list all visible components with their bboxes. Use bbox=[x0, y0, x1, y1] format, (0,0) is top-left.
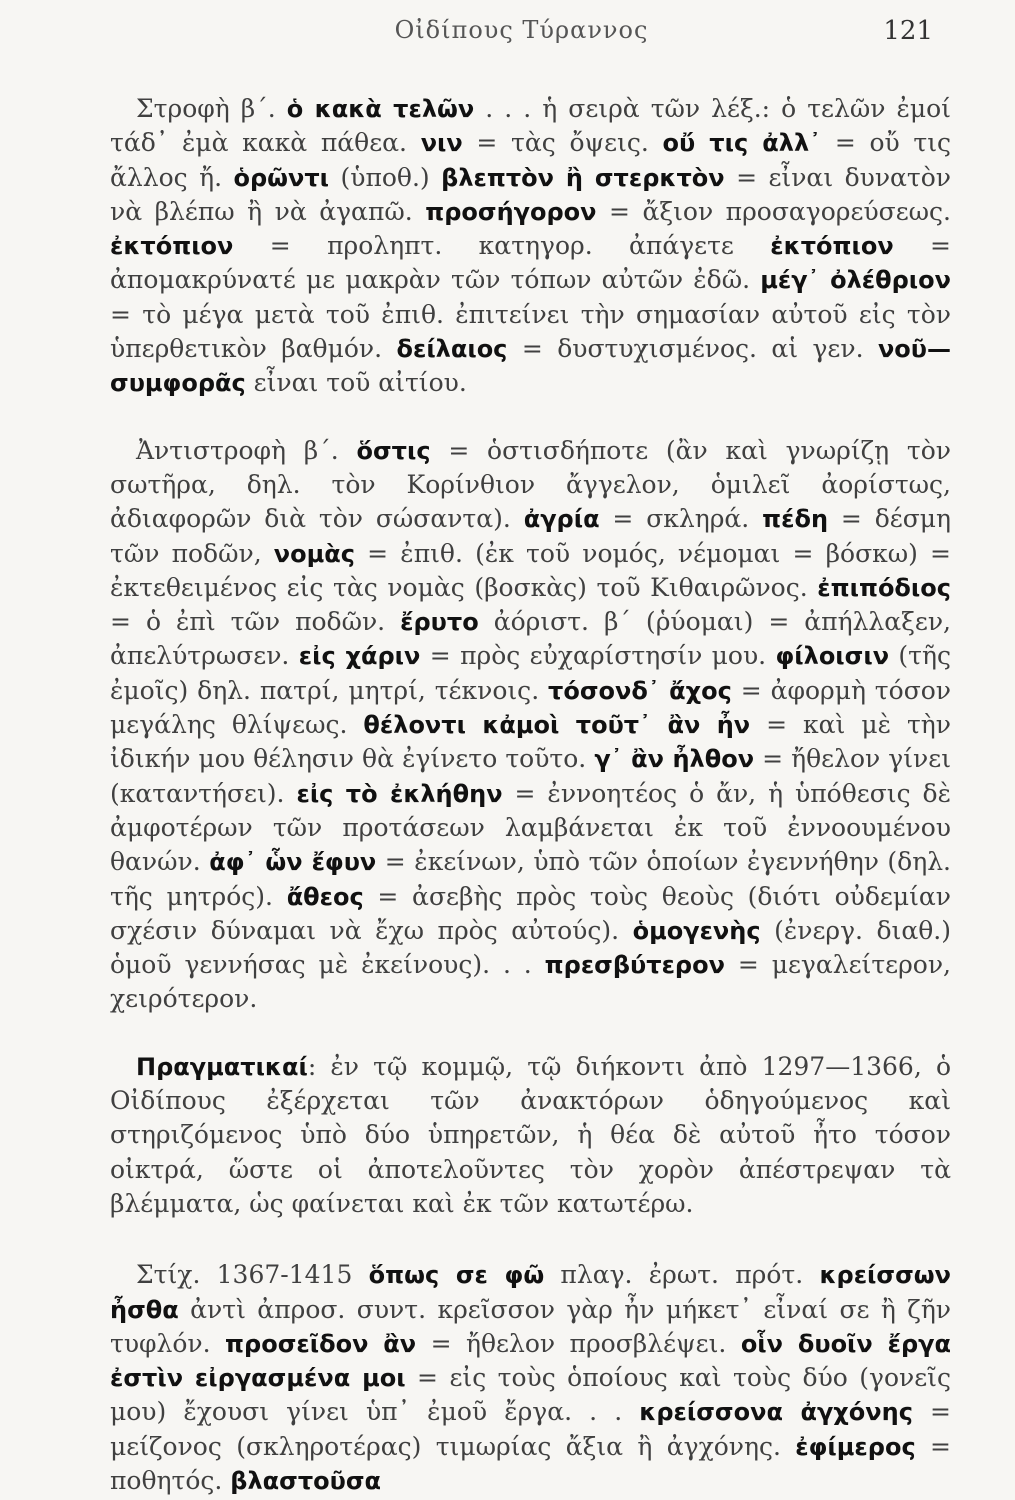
gloss-text: = προληπτ. κατηγορ. ἀπάγετε bbox=[233, 231, 771, 261]
lemma: προσεῖδον ἂν bbox=[225, 1329, 417, 1358]
lemma: ὁμογενὴς bbox=[632, 916, 761, 945]
gloss-text: = ἐκείνων, ὑπὸ τῶν ὁποίων ἐγεννήθην (δηλ. τῆς μητρός). bbox=[110, 847, 952, 911]
gloss-text: = ποθητός. bbox=[110, 1431, 951, 1495]
lemma: ἐκτόπιον bbox=[770, 232, 894, 261]
gloss-text: ἀντὶ ἀπροσ. συντ. κρεῖσσον γὰρ ἦν μήκετ᾽ εἶναί σε ἢ ζῆν τυφλόν. bbox=[110, 1294, 951, 1358]
lemma: εἰς τὸ ἐκλήθην bbox=[296, 779, 503, 808]
gloss-text: = μείζονος (σκληροτέρας) τιμωρίας ἄξια ἢ ἀγχόνης. bbox=[110, 1397, 951, 1461]
gloss-text: = εἶναι δυνατὸν νὰ βλέπω ἢ νὰ ἀγαπῶ. bbox=[110, 162, 951, 226]
gloss-text: = ἀπομακρύνατέ με μακρὰν τῶν τόπων αὐτῶν ἐδῶ. bbox=[110, 231, 951, 295]
lemma: φίλοισιν bbox=[775, 642, 890, 671]
lemma: ἔρυτο bbox=[400, 608, 479, 637]
lemma: μέγ᾽ ὀλέθριον bbox=[760, 266, 951, 295]
gloss-text: = μεγαλείτερον, χειρότερον. bbox=[110, 950, 951, 1014]
lemma: γ᾽ ἂν ἦλθον bbox=[594, 745, 755, 774]
gloss-text: = καὶ μὲ τὴν ἰδικήν μου θέλησιν θὰ ἐγίνετο τοῦτο. bbox=[110, 710, 951, 774]
lemma: Πραγματικαί bbox=[136, 1052, 308, 1081]
gloss-text: Στίχ. 1367-1415 bbox=[136, 1260, 369, 1290]
lemma: προσήγορον bbox=[425, 197, 597, 226]
gloss-text: (ὑποθ.) bbox=[329, 162, 442, 192]
lemma: κρείσσονα ἀγχόνης bbox=[639, 1398, 913, 1427]
lemma: νοῦ—συμφορᾶς bbox=[110, 335, 951, 398]
lemma: ὁρῶντι bbox=[233, 163, 330, 192]
gloss-text: = ἤθελον γίνει (καταντήσει). bbox=[110, 744, 951, 808]
paragraph-pragmatikai bbox=[110, 1050, 951, 1221]
commentary-body bbox=[110, 92, 951, 1498]
lemma: εἰς χάριν bbox=[298, 642, 421, 671]
gloss-text: = ὁ ἐπὶ τῶν ποδῶν. bbox=[110, 607, 401, 637]
lemma: πέδη bbox=[762, 505, 829, 534]
gloss-text: = εἰς τοὺς ὁποίους καὶ τοὺς δύο (γονεῖς μου) ἔχουσι γίνει ὑπ᾽ ἐμοῦ ἔργα. . . bbox=[110, 1363, 951, 1427]
gloss-text: . . . ἡ σειρὰ τῶν λέξ.: ὁ τελῶν ἐμοί τάδ᾽ ἐμὰ κακὰ πάθεα. bbox=[110, 94, 951, 158]
gloss-text: = σκληρά. bbox=[599, 504, 763, 534]
gloss-text: Ἀντιστροφὴ β΄. bbox=[136, 435, 357, 465]
lemma: ἐπιπόδιος bbox=[817, 573, 951, 602]
gloss-text: = τὰς ὄψεις. bbox=[462, 128, 663, 158]
lemma: ἄθεος bbox=[286, 882, 364, 911]
lemma: οἷν δυοῖν ἔργα ἐστὶν εἰργασμένα μοι bbox=[110, 1329, 951, 1393]
gloss-text: : ἐν τῷ κομμῷ, τῷ διήκοντι ἀπὸ 1297—1366, ὁ Οἰδίπους ἐξέρχεται τῶν ἀνακτόρων ὁδηγούμενος καὶ στηριζόμενος ὑπὸ δύο ὑπηρετῶν, ἡ θέα δὲ αὐτοῦ ἦτο τόσον οἰκτρά, ὥστε οἱ ἀποτελοῦντες τὸν χορὸν ἀπέστρεψαν τὰ βλέμματα, ὡς φαίνεται καὶ ἐκ τῶν κατωτέρω. bbox=[110, 1051, 951, 1218]
running-title: Οἰδίπους Τύραννος bbox=[394, 16, 649, 44]
gloss-text: = ἀφορμὴ τόσον μεγάλης θλίψεως. bbox=[110, 675, 952, 740]
gloss-text: Στροφὴ β΄. bbox=[136, 94, 287, 123]
lemma: βλεπτὸν ἢ στερκτὸν bbox=[441, 163, 725, 192]
gloss-text: = ἤθελον προσβλέψει. bbox=[416, 1328, 741, 1358]
lemma: θέλοντι κἀμοὶ τοῦτ᾽ ἂν ἦν bbox=[363, 711, 751, 740]
gloss-text: = ὁστισδήποτε (ἂν καὶ γνωρίζῃ τὸν σωτῆρα, δηλ. τὸν Κορίνθιον ἄγγελον, ὁμιλεῖ ἀορίστως, ἀδιαφορῶν διὰ τὸν σώσαντα). bbox=[110, 435, 952, 534]
lemma: νιν bbox=[420, 129, 463, 158]
lemma: νομὰς bbox=[273, 539, 356, 568]
gloss-text: = δυστυχισμένος. αἱ γεν. bbox=[507, 334, 878, 364]
gloss-text: (τῆς ἐμοῖς) δηλ. πατρί, μητρί, τέκνοις. bbox=[110, 641, 951, 705]
lemma: τόσονδ᾽ ἄχος bbox=[548, 676, 732, 705]
gloss-text: = πρὸς εὐχαρίστησίν μου. bbox=[420, 641, 776, 671]
gloss-text: = τὸ μέγα μετὰ τοῦ ἐπιθ. ἐπιτείνει τὴν σημασίαν αὐτοῦ εἰς τὸν ὑπερθετικὸν βαθμόν. bbox=[110, 299, 951, 364]
gloss-text: = ἀσεβὴς πρὸς τοὺς θεοὺς (διότι οὐδεμίαν σχέσιν δύναμαι νὰ ἔχω πρὸς αὐτούς). bbox=[110, 881, 951, 945]
lemma: δείλαιος bbox=[396, 335, 508, 364]
gloss-text: (ἐνεργ. διαθ.) ὁμοῦ γεννήσας μὲ ἐκείνους). . . bbox=[110, 915, 951, 980]
lemma: ἀγρία bbox=[523, 505, 600, 534]
gloss-text: ἀόριστ. β΄ (ῥύομαι) = ἀπήλλαξεν, ἀπελύτρωσεν. bbox=[110, 607, 952, 671]
lemma: βλαστοῦσα bbox=[230, 1466, 382, 1495]
paragraph-stich-1367 bbox=[110, 1258, 951, 1498]
lemma: ἀφ᾽ ὧν ἔφυν bbox=[209, 848, 377, 877]
lemma: οὔ τις ἀλλ᾽ bbox=[662, 129, 822, 158]
lemma: κρείσσων ἦσθα bbox=[110, 1261, 951, 1324]
gloss-text: = δέσμη τῶν ποδῶν, bbox=[110, 504, 951, 568]
paragraph-strophe-b bbox=[110, 92, 951, 401]
lemma: ὅπως σε φῶ bbox=[368, 1261, 545, 1290]
gloss-text: = ἐννοητέος ὁ ἄν, ἡ ὑπόθεσις δὲ ἀμφοτέρων τῶν προτάσεων λαμβάνεται ἐκ τοῦ ἐννοουμένου θανών. bbox=[110, 778, 951, 877]
lemma: πρεσβύτερον bbox=[544, 951, 725, 980]
lemma: ἐκτόπιον bbox=[110, 232, 234, 261]
lemma: ὅστις bbox=[356, 436, 431, 465]
page-header bbox=[110, 16, 933, 56]
gloss-text: πλαγ. ἐρωτ. πρότ. bbox=[544, 1260, 820, 1290]
gloss-text: = οὔ τις ἄλλος ἤ. bbox=[110, 128, 952, 192]
gloss-text: εἶναι τοῦ αἰτίου. bbox=[245, 368, 467, 398]
lemma: ὁ κακὰ τελῶν bbox=[286, 95, 475, 123]
gloss-text: = ἄξιον προσαγορεύσεως. bbox=[596, 196, 951, 226]
lemma: ἐφίμερος bbox=[795, 1432, 916, 1461]
paragraph-antistrophe-b bbox=[110, 434, 951, 1017]
gloss-text: = ἐπιθ. (ἐκ τοῦ νομός, νέμομαι = βόσκω) = ἐκτεθειμένος εἰς τὰς νομὰς (βοσκὰς) τοῦ Κιθαιρῶνος. bbox=[110, 538, 952, 602]
page-number: 121 bbox=[883, 16, 933, 46]
